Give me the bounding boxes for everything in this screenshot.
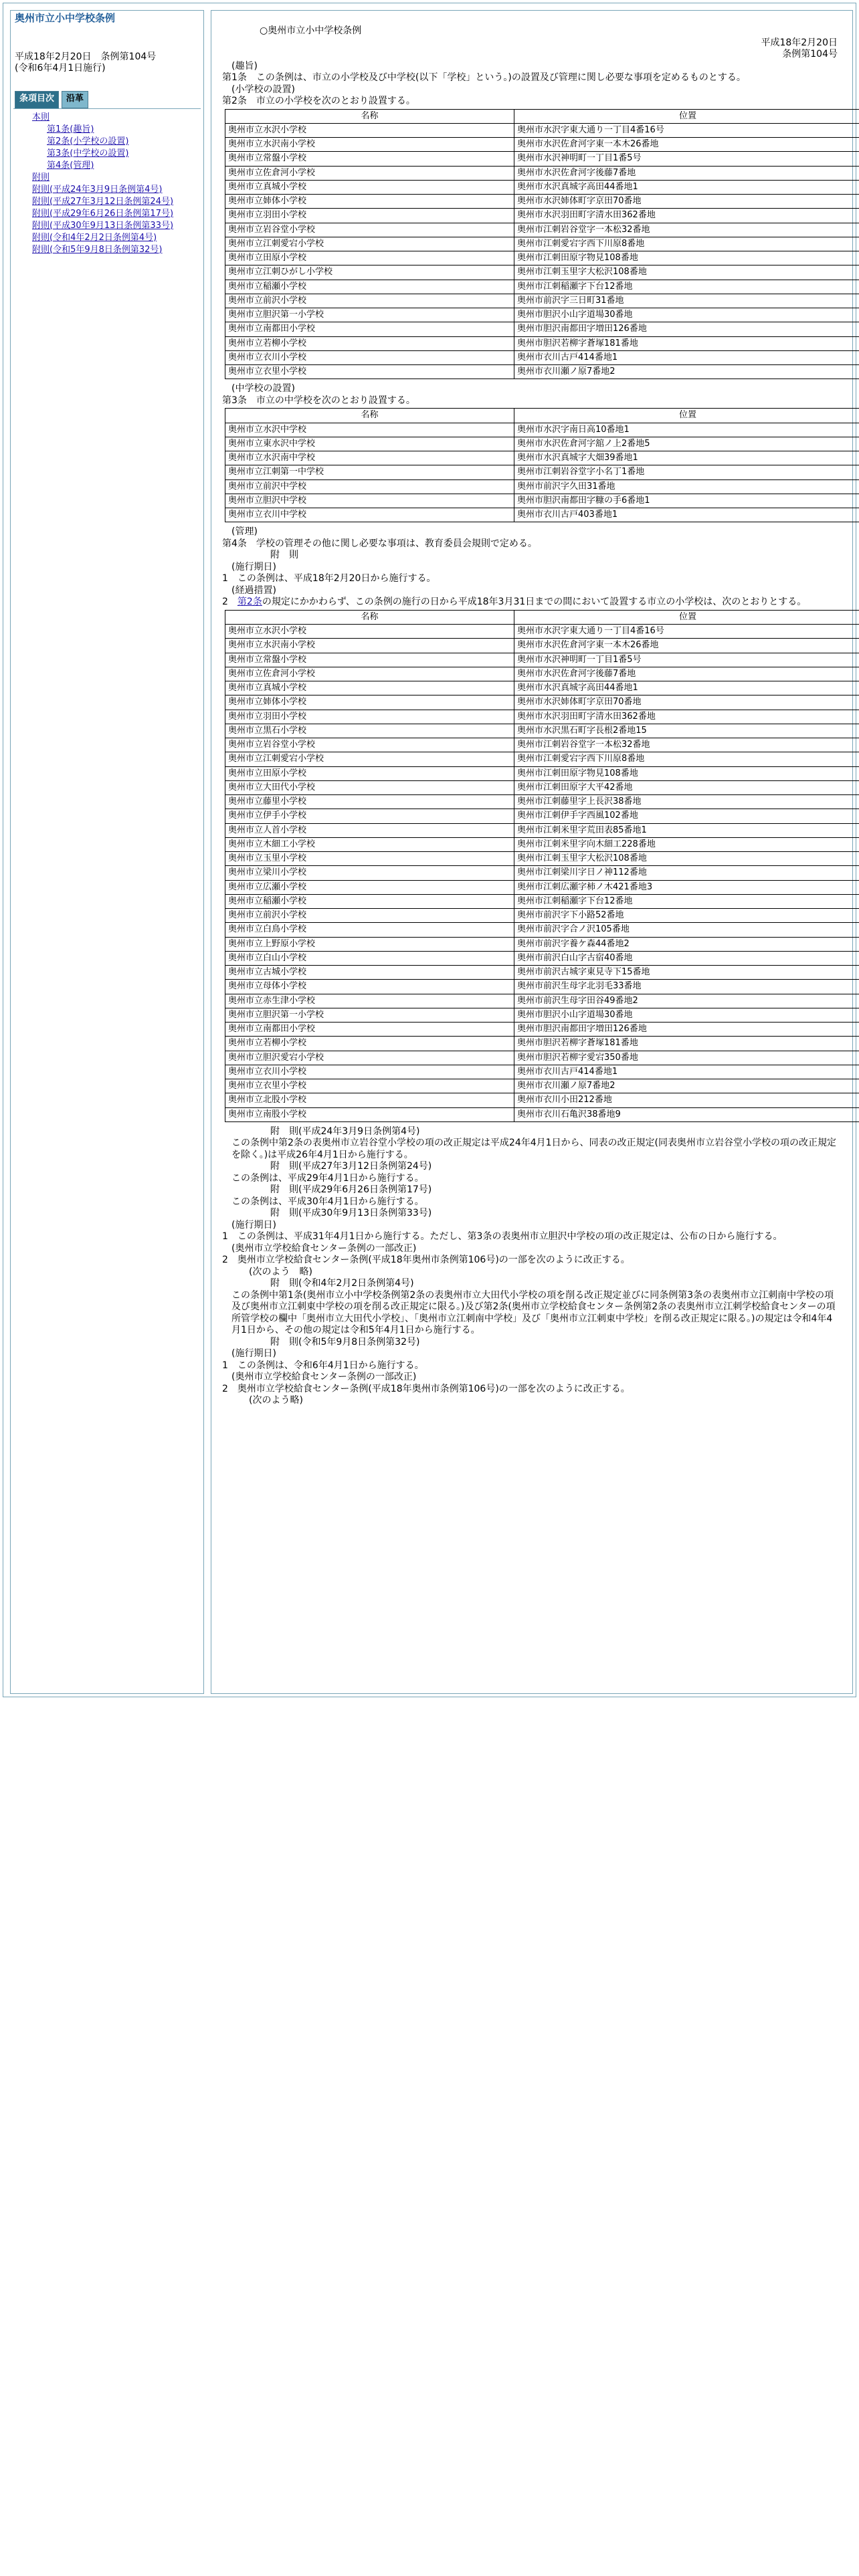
school-location-cell: 奥州市衣川瀬ノ原7番地2	[514, 1079, 859, 1093]
school-location-cell: 奥州市前沢生母字北羽毛33番地	[514, 980, 859, 994]
school-location-cell: 奥州市水沢字東大通り一丁目4番16号	[514, 123, 859, 137]
school-name-cell: 奥州市立水沢南小学校	[225, 138, 514, 152]
school-name-cell: 奥州市立若柳小学校	[225, 1037, 514, 1051]
sidebar	[10, 10, 204, 1694]
document-date: 平成18年2月20日	[761, 37, 838, 48]
amendment-paragraph: 附 則(平成27年3月12日条例第24号)	[270, 1161, 432, 1172]
school-name-cell: 奥州市立前沢小学校	[225, 294, 514, 308]
school-name-cell: 奥州市立田原小学校	[225, 766, 514, 780]
amendment-paragraph: 2 奥州市立学校給食センター条例(平成18年奥州市条例第106号)の一部を次のように改正する。	[222, 1255, 630, 1266]
school-location-cell: 奥州市前沢字三日町31番地	[514, 294, 859, 308]
school-name-cell: 奥州市立木細工小学校	[225, 837, 514, 851]
school-name-cell: 奥州市立藤里小学校	[225, 795, 514, 809]
amendment-paragraph: 附 則(平成24年3月9日条例第4号)	[270, 1125, 420, 1137]
school-location-cell: 奥州市水沢真城字大畑39番地1	[514, 451, 859, 465]
school-location-cell: 奥州市胆沢南都田字増田126番地	[514, 322, 859, 336]
school-name-cell: 奥州市立前沢中学校	[225, 479, 514, 494]
table-row	[225, 809, 859, 823]
school-name-cell: 奥州市立若柳小学校	[225, 336, 514, 350]
column-header-location: 位置	[514, 610, 859, 624]
column-header-name: 名称	[225, 610, 514, 624]
table-row	[225, 195, 859, 209]
school-name-cell: 奥州市立水沢小学校	[225, 123, 514, 137]
school-location-cell: 奥州市水沢真城字高田44番地1	[514, 180, 859, 194]
amendment-paragraph: この条例中第1条(奥州市立小中学校条例第2条の表奥州市立大田代小学校の項を削る改正規定並びに同条例第3条の表奥州市立江刺南中学校の項及び奥州市立江刺東中学校の項を削る改正規定に限る。)及び第2条(奥州市立学校給食センター条例第2条の表奥州市立江刺学校給食センターの項所管学校の欄中「奥州市立大田代小学校」、「奥州市立江刺南中学校」及び「奥州市立江刺東中学校」を削る改正規定に限る。)の規定は令和4年4月1日から、その他の規定は令和5年4月1日から施行する。	[231, 1289, 836, 1336]
article-3: 第3条 市立の中学校を次のとおり設置する。	[222, 395, 415, 406]
amendment-paragraph: この条例は、平成30年4月1日から施行する。	[231, 1196, 424, 1207]
table-row	[225, 639, 859, 653]
table-row	[225, 1037, 859, 1051]
school-name-cell: 奥州市立衣川小学校	[225, 1065, 514, 1079]
article-caption: (中学校の設置)	[231, 383, 295, 395]
school-name-cell: 奥州市立赤生津小学校	[225, 994, 514, 1008]
school-name-cell: 奥州市立上野原小学校	[225, 937, 514, 951]
school-location-cell: 奥州市水沢姉体町字京田70番地	[514, 195, 859, 209]
toc-link[interactable]: 本則	[32, 112, 50, 122]
school-location-cell: 奥州市衣川小田212番地	[514, 1093, 859, 1107]
school-location-cell: 奥州市江刺岩谷堂字一本松32番地	[514, 223, 859, 237]
school-location-cell: 奥州市前沢字下小路52番地	[514, 909, 859, 923]
table-row	[225, 209, 859, 223]
school-location-cell: 奥州市胆沢小山字道場30番地	[514, 308, 859, 322]
school-name-cell: 奥州市立北股小学校	[225, 1093, 514, 1107]
table-row	[225, 994, 859, 1008]
school-name-cell: 奥州市立白鳥小学校	[225, 923, 514, 937]
school-name-cell: 奥州市立胆沢第一小学校	[225, 1008, 514, 1022]
table-row	[225, 1107, 859, 1121]
supplementary-1: 1 この条例は、平成18年2月20日から施行する。	[222, 573, 436, 584]
table-row	[225, 508, 859, 522]
school-location-cell: 奥州市水沢神明町一丁目1番5号	[514, 653, 859, 667]
school-location-cell: 奥州市胆沢若柳字愛宕350番地	[514, 1051, 859, 1065]
table-row	[225, 465, 859, 479]
table-row	[225, 479, 859, 494]
article-4: 第4条 学校の管理その他に関し必要な事項は、教育委員会規則で定める。	[222, 538, 537, 549]
school-location-cell: 奥州市衣川瀬ノ原7番地2	[514, 365, 859, 379]
school-location-cell: 奥州市衣川古戸414番地1	[514, 350, 859, 364]
school-name-cell: 奥州市立前沢小学校	[225, 909, 514, 923]
table-row	[225, 1065, 859, 1079]
enactment-date: 平成18年2月20日 条例第104号	[15, 51, 157, 62]
school-location-cell: 奥州市江刺田原字大平42番地	[514, 780, 859, 794]
amendment-paragraph: (施行期日)	[231, 1219, 276, 1230]
school-name-cell: 奥州市立稲瀬小学校	[225, 894, 514, 908]
table-row	[225, 951, 859, 965]
school-location-cell: 奥州市江刺愛宕字西下川原8番地	[514, 752, 859, 766]
table-row	[225, 265, 859, 280]
column-header-name: 名称	[225, 409, 514, 423]
school-name-cell: 奥州市立胆沢中学校	[225, 494, 514, 508]
school-location-cell: 奥州市江刺稲瀬字下台12番地	[514, 280, 859, 294]
supplementary-caption: (経過措置)	[231, 584, 276, 596]
school-location-cell: 奥州市水沢羽田町字清水田362番地	[514, 710, 859, 724]
toc-link[interactable]: 第4条(管理)	[47, 160, 94, 171]
transitional-school-table	[225, 610, 859, 1122]
school-location-cell: 奥州市江刺岩谷堂字小名丁1番地	[514, 465, 859, 479]
school-name-cell: 奥州市立胆沢愛宕小学校	[225, 1051, 514, 1065]
table-row	[225, 653, 859, 667]
school-name-cell: 奥州市立姉体小学校	[225, 695, 514, 710]
amendment-paragraph: 1 この条例は、平成31年4月1日から施行する。ただし、第3条の表奥州市立胆沢中学校の項の改正規定は、公布の日から施行する。	[222, 1231, 783, 1243]
toc-link[interactable]: 第3条(中学校の設置)	[47, 148, 129, 158]
school-location-cell: 奥州市衣川古戸403番地1	[514, 508, 859, 522]
school-location-cell: 奥州市衣川古戸414番地1	[514, 1065, 859, 1079]
school-name-cell: 奥州市立白山小学校	[225, 951, 514, 965]
school-name-cell: 奥州市立常盤小学校	[225, 653, 514, 667]
school-location-cell: 奥州市胆沢若柳字蒼塚181番地	[514, 1037, 859, 1051]
table-row	[225, 724, 859, 738]
school-name-cell: 奥州市立羽田小学校	[225, 209, 514, 223]
school-name-cell: 奥州市立稲瀬小学校	[225, 280, 514, 294]
school-name-cell: 奥州市立岩谷堂小学校	[225, 738, 514, 752]
school-name-cell: 奥州市立広瀬小学校	[225, 880, 514, 894]
document-number: 条例第104号	[782, 49, 838, 60]
article-1: 第1条 この条例は、市立の小学校及び中学校(以下「学校」という。)の設置及び管理に関し必要な事項を定めるものとする。	[222, 72, 746, 83]
table-row	[225, 866, 859, 880]
amendment-paragraph: (次のよう 略)	[249, 1266, 312, 1277]
school-name-cell: 奥州市立人首小学校	[225, 823, 514, 837]
sidebar-title: 奥州市立小中学校条例	[15, 12, 116, 24]
school-name-cell: 奥州市立母体小学校	[225, 980, 514, 994]
table-row	[225, 1093, 859, 1107]
school-name-cell: 奥州市立黒石小学校	[225, 724, 514, 738]
page-frame	[3, 3, 856, 1697]
school-name-cell: 奥州市立水沢南中学校	[225, 451, 514, 465]
table-row	[225, 738, 859, 752]
toc-link[interactable]: 附則(令和4年2月2日条例第4号)	[32, 232, 157, 243]
elementary-school-table	[225, 109, 859, 380]
amendment-paragraph: 附 則(令和5年9月8日条例第32号)	[270, 1336, 420, 1348]
amendment-paragraph: 附 則(平成29年6月26日条例第17号)	[270, 1184, 432, 1196]
school-location-cell: 奥州市胆沢南都田字糠の手6番地1	[514, 494, 859, 508]
column-header-location: 位置	[514, 409, 859, 423]
article-2: 第2条 市立の小学校を次のとおり設置する。	[222, 96, 415, 106]
column-header-location: 位置	[514, 109, 859, 123]
school-name-cell: 奥州市立水沢中学校	[225, 423, 514, 437]
amendment-paragraph: (奥州市立学校給食センター条例の一部改正)	[231, 1243, 417, 1254]
table-row	[225, 795, 859, 809]
toc-link[interactable]: 附則(平成29年6月26日条例第17号)	[32, 208, 174, 219]
table-row	[225, 1023, 859, 1037]
school-name-cell: 奥州市立江刺第一中学校	[225, 465, 514, 479]
school-name-cell: 奥州市立伊手小学校	[225, 809, 514, 823]
toc-link[interactable]: 附則(平成27年3月12日条例第24号)	[32, 196, 174, 207]
school-location-cell: 奥州市水沢佐倉河字東一本木26番地	[514, 639, 859, 653]
school-name-cell: 奥州市立羽田小学校	[225, 710, 514, 724]
article-caption: (小学校の設置)	[231, 84, 295, 95]
school-location-cell: 奥州市胆沢南都田字増田126番地	[514, 1023, 859, 1037]
table-row	[225, 980, 859, 994]
school-location-cell: 奥州市江刺田原字物見108番地	[514, 251, 859, 265]
table-row	[225, 894, 859, 908]
supplementary-caption: (施行期日)	[231, 561, 276, 572]
school-name-cell: 奥州市立胆沢第一小学校	[225, 308, 514, 322]
school-location-cell: 奥州市衣川石亀沢38番地9	[514, 1107, 859, 1121]
table-row	[225, 937, 859, 951]
table-row	[225, 437, 859, 451]
school-location-cell: 奥州市江刺米里字荒田表85番地1	[514, 823, 859, 837]
table-row	[225, 695, 859, 710]
school-location-cell: 奥州市水沢字南日高10番地1	[514, 423, 859, 437]
tab-history[interactable]: 沿革	[62, 91, 88, 108]
table-row	[225, 365, 859, 379]
school-location-cell: 奥州市水沢姉体町字京田70番地	[514, 695, 859, 710]
school-name-cell: 奥州市立佐倉河小学校	[225, 166, 514, 180]
document-body	[211, 10, 853, 1694]
table-row	[225, 681, 859, 695]
column-header-name: 名称	[225, 109, 514, 123]
school-location-cell: 奥州市前沢字合ノ沢105番地	[514, 923, 859, 937]
table-row	[225, 280, 859, 294]
article-2-link[interactable]: 第2条	[237, 597, 262, 608]
table-row	[225, 336, 859, 350]
school-location-cell: 奥州市江刺藤里字上長沢38番地	[514, 795, 859, 809]
paragraph-number: 2	[222, 597, 237, 608]
document-title: ○奥州市立小中学校条例	[260, 25, 362, 36]
enactment-info	[15, 51, 199, 75]
school-name-cell: 奥州市立常盤小学校	[225, 152, 514, 166]
school-location-cell: 奥州市江刺梁川字日ノ神112番地	[514, 866, 859, 880]
school-location-cell: 奥州市江刺玉里字大松沢108番地	[514, 852, 859, 866]
amendment-provisions	[222, 1126, 839, 1407]
school-location-cell: 奥州市江刺米里字向木細工228番地	[514, 837, 859, 851]
toc-link[interactable]: 附則	[32, 172, 50, 183]
article-caption: (趣旨)	[231, 60, 258, 72]
school-name-cell: 奥州市立佐倉河小学校	[225, 667, 514, 681]
school-name-cell: 奥州市立衣里小学校	[225, 365, 514, 379]
table-row	[225, 152, 859, 166]
school-location-cell: 奥州市江刺愛宕字西下川原8番地	[514, 237, 859, 251]
table-row	[225, 123, 859, 137]
school-name-cell: 奥州市立江刺愛宕小学校	[225, 752, 514, 766]
table-row	[225, 852, 859, 866]
table-row	[225, 766, 859, 780]
toc-link[interactable]: 附則(令和5年9月8日条例第32号)	[32, 244, 163, 255]
table-row	[225, 923, 859, 937]
school-location-cell: 奥州市水沢神明町一丁目1番5号	[514, 152, 859, 166]
toc-link[interactable]: 第1条(趣旨)	[47, 124, 94, 134]
school-location-cell: 奥州市水沢佐倉河字後藤7番地	[514, 166, 859, 180]
table-row	[225, 166, 859, 180]
school-name-cell: 奥州市立玉里小学校	[225, 852, 514, 866]
table-row	[225, 880, 859, 894]
school-name-cell: 奥州市立岩谷堂小学校	[225, 223, 514, 237]
school-name-cell: 奥州市立衣里小学校	[225, 1079, 514, 1093]
table-row	[225, 138, 859, 152]
table-row	[225, 752, 859, 766]
school-name-cell: 奥州市立姉体小学校	[225, 195, 514, 209]
table-row	[225, 966, 859, 980]
amendment-paragraph: 附 則(平成30年9月13日条例第33号)	[270, 1208, 432, 1219]
school-location-cell: 奥州市水沢佐倉河字後藤7番地	[514, 667, 859, 681]
school-name-cell: 奥州市立江刺愛宕小学校	[225, 237, 514, 251]
table-row	[225, 1008, 859, 1022]
table-row	[225, 308, 859, 322]
table-row	[225, 423, 859, 437]
school-name-cell: 奥州市立真城小学校	[225, 681, 514, 695]
table-row	[225, 237, 859, 251]
table-row	[225, 837, 859, 851]
school-name-cell: 奥州市立衣川中学校	[225, 508, 514, 522]
table-row	[225, 451, 859, 465]
school-location-cell: 奥州市江刺稲瀬字下台12番地	[514, 894, 859, 908]
school-name-cell: 奥州市立南都田小学校	[225, 322, 514, 336]
junior-high-school-table	[225, 408, 859, 522]
table-row	[225, 780, 859, 794]
table-row	[225, 1079, 859, 1093]
school-name-cell: 奥州市立梁川小学校	[225, 866, 514, 880]
school-location-cell: 奥州市前沢字養ケ森44番地2	[514, 937, 859, 951]
table-row	[225, 223, 859, 237]
school-location-cell: 奥州市水沢黒石町字長根2番地15	[514, 724, 859, 738]
school-location-cell: 奥州市前沢古城字東見寺下15番地	[514, 966, 859, 980]
table-row	[225, 494, 859, 508]
school-name-cell: 奥州市立東水沢中学校	[225, 437, 514, 451]
school-location-cell: 奥州市前沢白山字古宿40番地	[514, 951, 859, 965]
school-location-cell: 奥州市水沢字東大通り一丁目4番16号	[514, 625, 859, 639]
school-name-cell: 奥州市立衣川小学校	[225, 350, 514, 364]
table-row	[225, 909, 859, 923]
school-location-cell: 奥州市水沢佐倉河字東一本木26番地	[514, 138, 859, 152]
school-name-cell: 奥州市立大田代小学校	[225, 780, 514, 794]
school-location-cell: 奥州市胆沢小山字道場30番地	[514, 1008, 859, 1022]
tab-toc[interactable]: 条項目次	[15, 91, 59, 108]
sidebar-tabs	[15, 91, 203, 108]
school-location-cell: 奥州市江刺玉里字大松沢108番地	[514, 265, 859, 280]
school-location-cell: 奥州市江刺広瀬字柿ノ木421番地3	[514, 880, 859, 894]
school-name-cell: 奥州市立田原小学校	[225, 251, 514, 265]
school-location-cell: 奥州市江刺伊手字西風102番地	[514, 809, 859, 823]
school-name-cell: 奥州市立江刺ひがし小学校	[225, 265, 514, 280]
table-row	[225, 667, 859, 681]
supplementary-2	[222, 597, 839, 609]
table-row	[225, 710, 859, 724]
toc-link[interactable]: 附則(平成24年3月9日条例第4号)	[32, 184, 163, 195]
school-location-cell: 奥州市水沢真城字高田44番地1	[514, 681, 859, 695]
amendment-paragraph: この条例は、平成29年4月1日から施行する。	[231, 1172, 424, 1184]
school-location-cell: 奥州市前沢生母字田谷49番地2	[514, 994, 859, 1008]
article-caption: (管理)	[231, 526, 258, 538]
school-name-cell: 奥州市立南都田小学校	[225, 1023, 514, 1037]
amendment-paragraph: (施行期日)	[231, 1348, 276, 1360]
table-row	[225, 251, 859, 265]
table-row	[225, 823, 859, 837]
table-row	[225, 322, 859, 336]
amendment-paragraph: 2 奥州市立学校給食センター条例(平成18年奥州市条例第106号)の一部を次のように改正する。	[222, 1383, 630, 1394]
toc-link[interactable]: 第2条(小学校の設置)	[47, 136, 129, 146]
school-location-cell: 奥州市胆沢若柳字蒼塚181番地	[514, 336, 859, 350]
school-location-cell: 奥州市江刺岩谷堂字一本松32番地	[514, 738, 859, 752]
table-row	[225, 1051, 859, 1065]
toc-link[interactable]: 附則(平成30年9月13日条例第33号)	[32, 220, 174, 231]
school-location-cell: 奥州市前沢字久田31番地	[514, 479, 859, 494]
school-name-cell: 奥州市立水沢小学校	[225, 625, 514, 639]
school-location-cell: 奥州市江刺田原字物見108番地	[514, 766, 859, 780]
paragraph-text: の規定にかかわらず、この条例の施行の日から平成18年3月31日までの間において設置する市立の小学校は、次のとおりとする。	[262, 597, 807, 608]
amendment-paragraph: (奥州市立学校給食センター条例の一部改正)	[231, 1372, 417, 1383]
school-name-cell: 奥州市立南股小学校	[225, 1107, 514, 1121]
table-row	[225, 350, 859, 364]
school-location-cell: 奥州市水沢佐倉河字舘ノ上2番地5	[514, 437, 859, 451]
amendment-paragraph: この条例中第2条の表奥州市立岩谷堂小学校の項の改正規定は平成24年4月1日から、同表の改正規定(同表奥州市立岩谷堂小学校の項の改正規定を除く。)は平成26年4月1日から施行する。	[231, 1138, 836, 1160]
amendment-paragraph: 附 則(令和4年2月2日条例第4号)	[270, 1278, 414, 1289]
amendment-paragraph: (次のよう略)	[249, 1395, 303, 1406]
school-name-cell: 奥州市立古城小学校	[225, 966, 514, 980]
school-location-cell: 奥州市水沢羽田町字清水田362番地	[514, 209, 859, 223]
table-row	[225, 625, 859, 639]
school-name-cell: 奥州市立真城小学校	[225, 180, 514, 194]
school-name-cell: 奥州市立水沢南小学校	[225, 639, 514, 653]
supplementary-title: 附 則	[270, 550, 298, 561]
table-of-contents	[13, 108, 201, 256]
effective-date: (令和6年4月1日施行)	[15, 63, 106, 74]
table-row	[225, 294, 859, 308]
amendment-paragraph: 1 この条例は、令和6年4月1日から施行する。	[222, 1360, 424, 1371]
table-row	[225, 180, 859, 194]
